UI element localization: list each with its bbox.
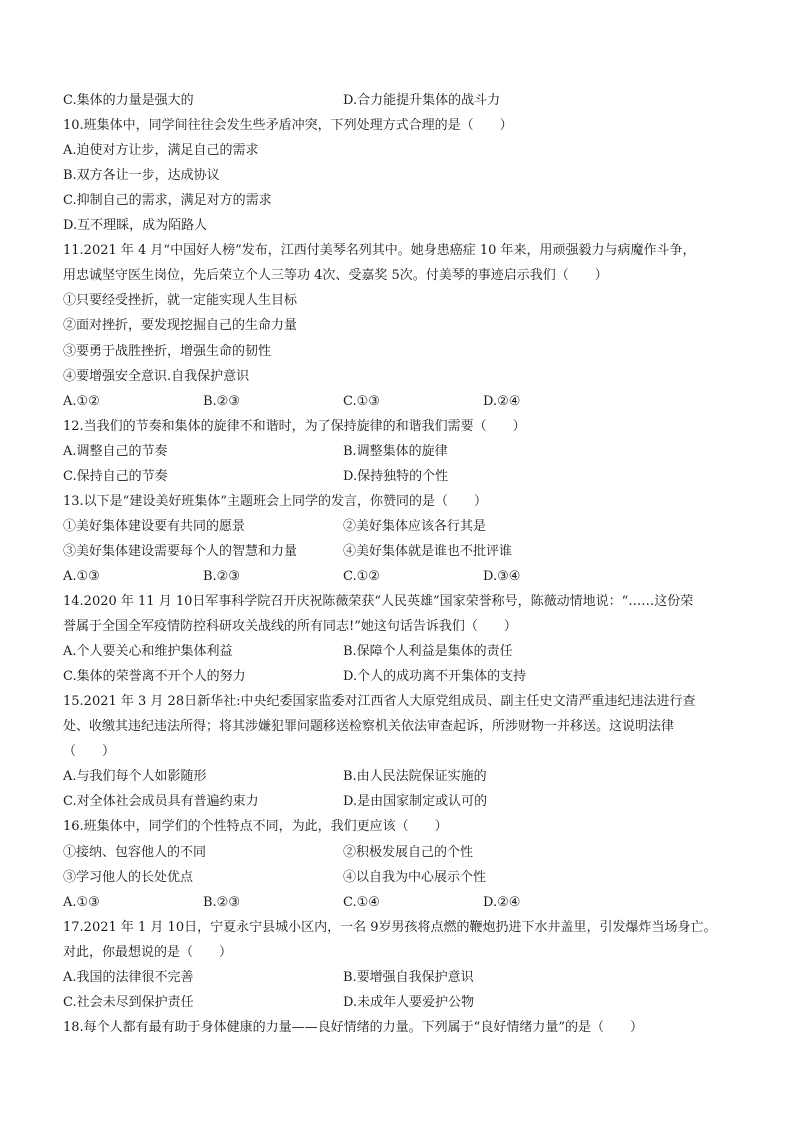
option-text: C.保持自己的节奏 [63, 468, 168, 484]
question-line: 誉属于全国全军疫情防控科研攻关战线的所有同志!”她这句话告诉我们（ ） [63, 619, 517, 635]
option-text: D.③④ [483, 568, 521, 584]
question-line: （ ） [63, 744, 116, 760]
option-text: A.①③ [63, 568, 100, 584]
option-text: A.与我们每个人如影随形 [63, 769, 207, 785]
option-text: ③美好集体建设需要每个人的智慧和力量 [63, 543, 298, 559]
question-line: 10.班集体中，同学间往往会发生些矛盾冲突，下列处理方式合理的是（ ） [63, 118, 513, 134]
option-text: B.②③ [203, 393, 240, 409]
question-line: 11.2021 年 4 月“中国好人榜”发布，江西付美琴名列其中。她身患癌症 10 年来，用顽强毅力与病魔作斗争， [63, 243, 696, 259]
option-text: D.合力能提升集体的战斗力 [343, 93, 501, 108]
option-text: B.②③ [203, 568, 240, 584]
question-line: 用忠诚坚守医生岗位，先后荣立个人三等功 4次、受嘉奖 5次。付美琴的事迹启示我们（ ） [63, 268, 608, 284]
question-line: 14.2020 年 11 月 10日军事科学院召开庆祝陈薇荣获“人民英雄”国家荣誉称号，陈薇动情地说：“……这份荣 [63, 594, 694, 609]
question-line: ①只要经受挫折，就一定能实现人生目标 [63, 293, 298, 309]
question-line: C.抑制自己的需求，满足对方的需求 [63, 193, 272, 209]
question-line: 12.当我们的节奏和集体的旋律不和谐时，为了保持旋律的和谐我们需要（ ） [63, 418, 526, 434]
option-text: ③学习他人的长处优点 [63, 869, 194, 885]
option-text: A.我国的法律很不完善 [63, 969, 194, 985]
question-line: 处、收缴其违纪违法所得；将其涉嫌犯罪问题移送检察机关依法审查起诉，所涉财物一并移送。这说明法律 [63, 719, 675, 735]
option-text: ①美好集体建设要有共同的愿景 [63, 518, 246, 534]
question-line: ②面对挫折，要发现挖掘自己的生命力量 [63, 318, 298, 334]
option-text: D.②④ [483, 894, 521, 910]
option-text: C.①③ [343, 393, 380, 409]
option-text: B.要增强自我保护意识 [343, 969, 474, 985]
option-text: B.由人民法院保证实施的 [343, 769, 487, 785]
option-text: A.①② [63, 393, 100, 409]
option-text: B.保障个人利益是集体的责任 [343, 644, 513, 660]
option-text: D.保持独特的个性 [343, 468, 449, 484]
option-text: D.个人的成功离不开集体的支持 [343, 669, 527, 685]
option-text: D.未成年人要爱护公物 [343, 994, 475, 1010]
option-text: C.社会未尽到保护责任 [63, 994, 194, 1010]
option-text: ④以自我为中心展示个性 [343, 869, 487, 885]
question-line: 16.班集体中，同学们的个性特点不同，为此，我们更应该（ ） [63, 819, 448, 835]
question-line: 13.以下是“建设美好班集体”主题班会上同学的发言，你赞同的是（ ） [63, 493, 487, 509]
option-text: C.集体的荣誉离不开个人的努力 [63, 669, 246, 685]
question-line: 15.2021 年 3 月 28日新华社:中央纪委国家监委对江西省人大原党组成员、副主任史文清严重违纪违法进行查 [63, 694, 696, 710]
question-line: 18.每个人都有最有助于身体健康的力量——良好情绪的力量。下列属于“良好情绪力量”的是（ ） [63, 1019, 643, 1035]
option-text: C.①④ [343, 894, 380, 910]
question-line: 对此，你最想说的是（ ） [63, 944, 233, 960]
option-text: D.是由国家制定或认可的 [343, 794, 488, 810]
option-text: ④美好集体就是谁也不批评谁 [343, 543, 513, 559]
question-line: ③要勇于战胜挫折，增强生命的韧性 [63, 343, 272, 359]
option-text: ②美好集体应该各行其是 [343, 518, 487, 534]
option-text: C.①② [343, 568, 380, 584]
option-text: A.个人要关心和维护集体利益 [63, 644, 233, 660]
question-line: ④要增强安全意识.自我保护意识 [63, 368, 250, 384]
option-text: C.集体的力量是强大的 [63, 93, 194, 108]
option-text: B.调整集体的旋律 [343, 443, 448, 459]
option-text: A.调整自己的节奏 [63, 443, 168, 459]
question-line: 17.2021 年 1 月 10日，宁夏永宁县城小区内，一名 9岁男孩将点燃的鞭炮扔进下水井盖里，引发爆炸当场身亡。 [63, 919, 717, 935]
question-line: A.迫使对方让步，满足自己的需求 [63, 143, 259, 159]
option-text: A.①③ [63, 894, 100, 910]
option-text: ②积极发展自己的个性 [343, 844, 474, 860]
question-line: D.互不理睬，成为陌路人 [63, 218, 208, 234]
option-text: D.②④ [483, 393, 521, 409]
option-text: ①接纳、包容他人的不同 [63, 844, 207, 860]
option-text: C.对全体社会成员具有普遍约束力 [63, 794, 259, 810]
question-line: B.双方各让一步，达成协议 [63, 168, 220, 184]
option-text: B.②③ [203, 894, 240, 910]
